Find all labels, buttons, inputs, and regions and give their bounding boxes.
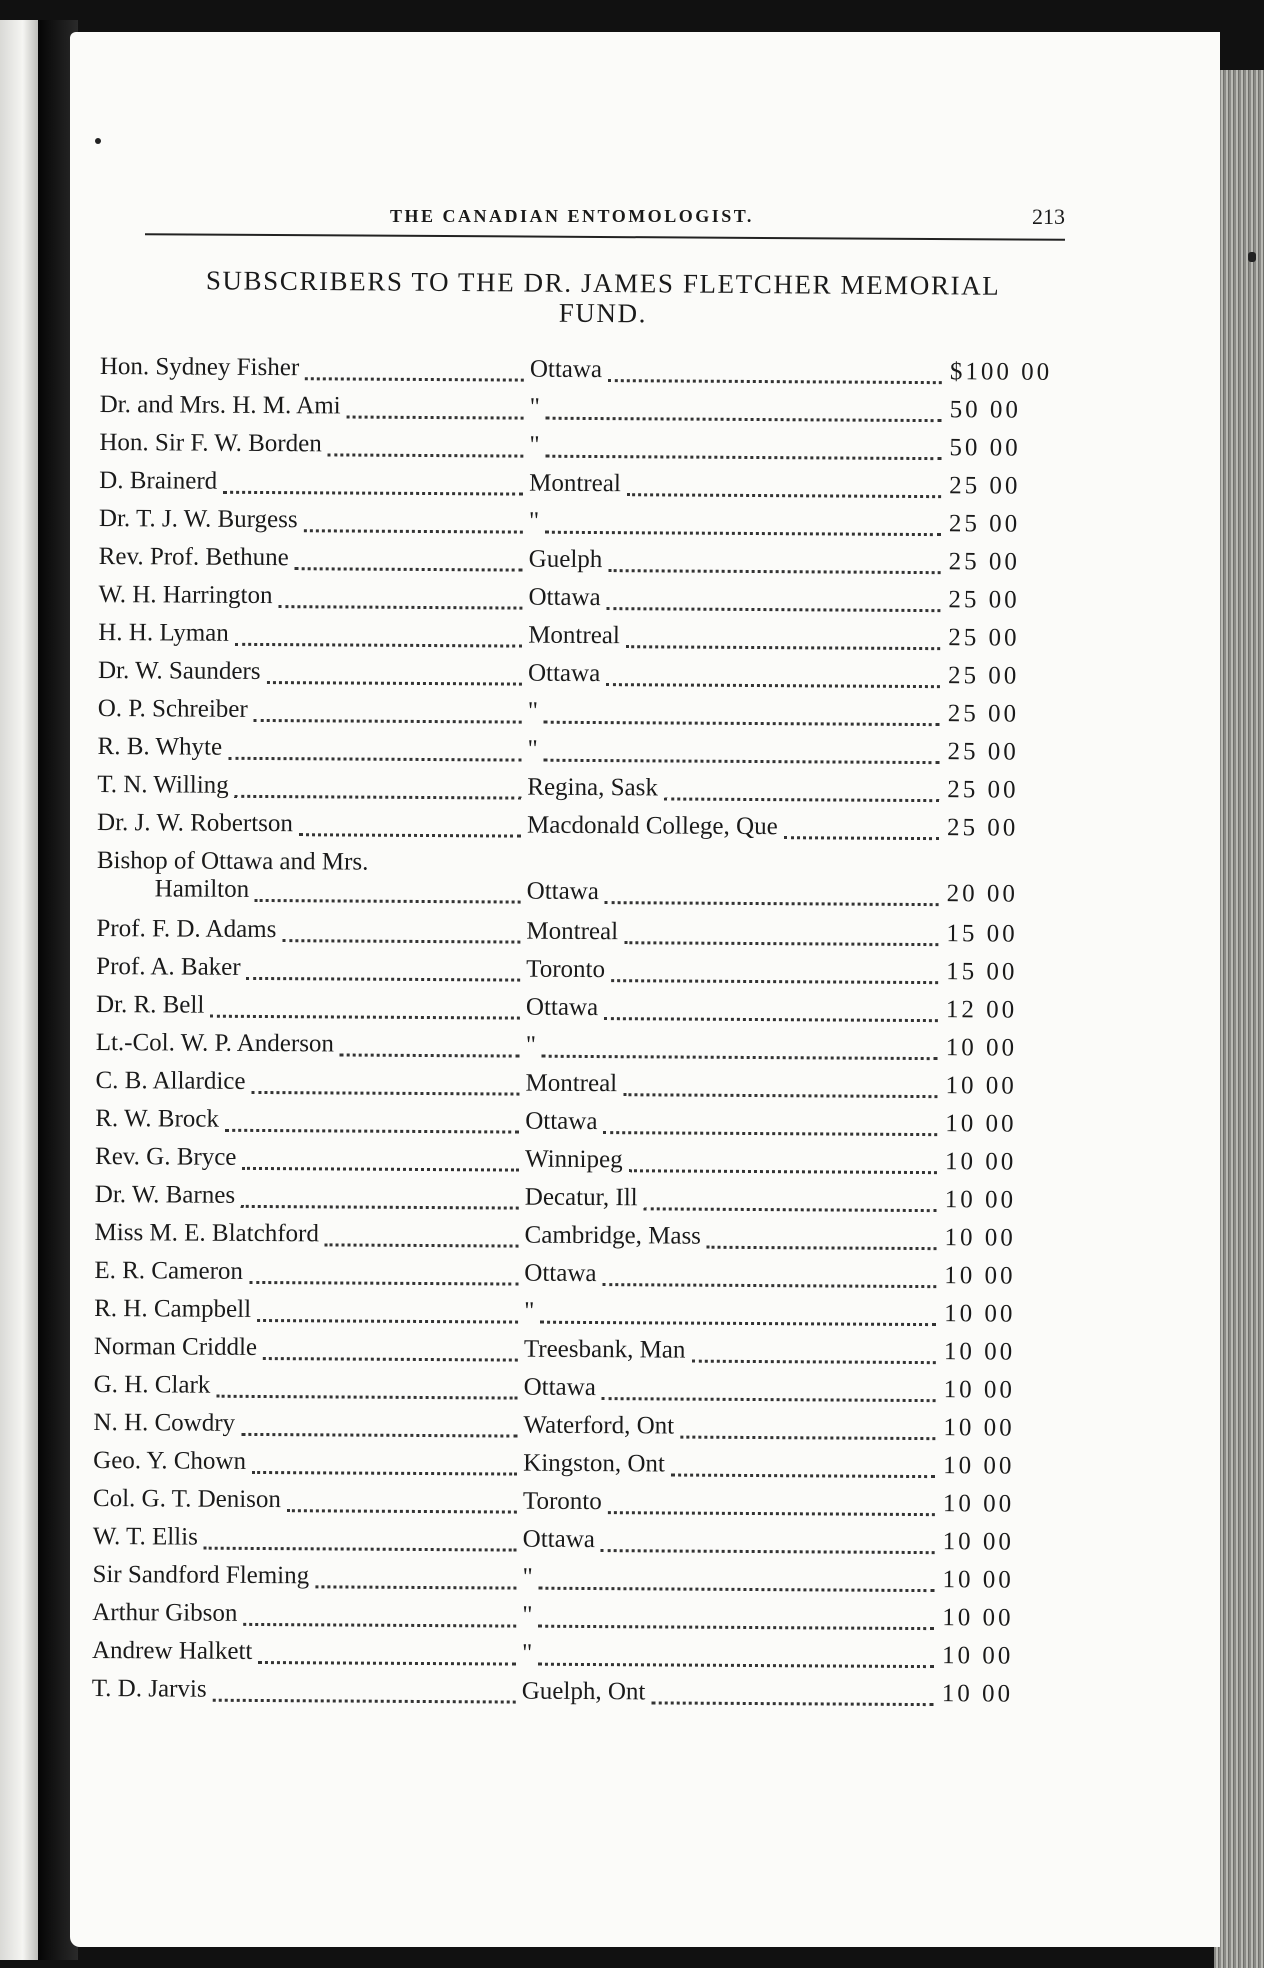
subscriber-name: Hon. Sydney Fisher (99, 352, 300, 382)
ink-speck (95, 138, 101, 144)
leader-dots (542, 1051, 938, 1060)
leader-dots (210, 1011, 520, 1020)
subscriber-name: Dr. J. W. Robertson (97, 808, 294, 838)
subscriber-row (97, 804, 1057, 848)
subscriber-place: Regina, Sask (527, 773, 658, 802)
subscription-amount: 10 00 (942, 1566, 1014, 1594)
subscriber-row (92, 1670, 1052, 1714)
leader-dots (252, 1467, 517, 1476)
subscriber-name: Andrew Halkett (91, 1636, 253, 1665)
subscriber-place: Winnipeg (524, 1145, 623, 1174)
leader-dots (602, 1393, 936, 1402)
leader-dots (340, 1049, 520, 1057)
leader-dots (325, 1239, 519, 1247)
subscriber-place: Ottawa (525, 1107, 598, 1136)
subscriber-list (92, 348, 1060, 1714)
subscription-amount: 10 00 (942, 1604, 1014, 1632)
subscriber-name: W. T. Ellis (92, 1522, 198, 1551)
subscriber-place: Ottawa (522, 1525, 596, 1554)
leader-dots (223, 487, 523, 496)
subscriber-name: Bishop of Ottawa and Mrs. (96, 846, 369, 876)
subscriber-place: Guelph (528, 545, 603, 574)
subscriber-row (93, 1480, 1053, 1524)
subscriber-name: R. W. Brock (95, 1104, 219, 1133)
leader-dots (242, 1163, 519, 1172)
subscriber-row (92, 1632, 1052, 1676)
subscription-amount: 10 00 (944, 1224, 1016, 1252)
subscription-amount: 10 00 (943, 1414, 1015, 1442)
leader-dots (626, 641, 940, 650)
leader-dots (543, 755, 939, 764)
leader-dots (644, 1203, 937, 1212)
subscriber-row (96, 948, 1056, 992)
subscriber-row (99, 424, 1059, 468)
subscriber-row (94, 1214, 1054, 1258)
subscriber-row (93, 1404, 1053, 1448)
subscriber-row (93, 1518, 1053, 1562)
subscriber-row (99, 538, 1059, 582)
subscriber-row (95, 1062, 1055, 1106)
subscriber-name: Hon. Sir F. W. Borden (99, 428, 322, 458)
subscriber-row (98, 576, 1058, 620)
subscriber-name: D. Brainerd (99, 466, 218, 495)
subscriber-name: G. H. Clark (93, 1370, 211, 1399)
subscription-amount: 10 00 (942, 1490, 1015, 1518)
header-rule (145, 233, 1065, 241)
page-stack-edge (1214, 70, 1264, 1968)
leader-dots (327, 449, 523, 457)
leader-dots (287, 1505, 517, 1513)
leader-dots (540, 1317, 936, 1326)
leader-dots (545, 527, 941, 536)
heading-line-2: FUND. (558, 297, 648, 329)
subscriber-row (94, 1366, 1054, 1410)
subscriber-row (96, 1024, 1056, 1068)
subscription-amount: 25 00 (947, 700, 1020, 728)
leader-dots (304, 525, 523, 533)
subscriber-place: Treesbank, Man (523, 1335, 686, 1364)
subscriber-place: Cambridge, Mass (524, 1221, 702, 1250)
running-header (145, 196, 1065, 246)
subscription-amount: 10 00 (943, 1452, 1015, 1480)
subscriber-place: Ottawa (527, 659, 601, 688)
leader-dots (538, 1659, 934, 1668)
subscriber-row (96, 986, 1056, 1030)
subscriber-name: N. H. Cowdry (93, 1408, 236, 1437)
subscription-amount: 10 00 (944, 1148, 1017, 1176)
subscription-amount: 15 00 (946, 920, 1018, 948)
leader-dots (241, 1201, 519, 1210)
subscriber-place: Guelph, Ont (521, 1677, 646, 1706)
leader-dots (624, 937, 938, 946)
subscriber-place: " (521, 1639, 533, 1667)
leader-dots (267, 677, 522, 686)
subscriber-place: Waterford, Ont (523, 1411, 675, 1440)
subscription-amount: 25 00 (948, 548, 1021, 576)
subscriber-row (98, 614, 1058, 658)
subscriber-place: Montreal (526, 917, 619, 946)
subscriber-name: Prof. F. D. Adams (96, 914, 277, 944)
subscriber-place: " (528, 507, 540, 535)
subscriber-row (95, 1176, 1055, 1220)
leader-dots (605, 897, 939, 906)
subscriber-row (97, 842, 1057, 916)
subscriber-name: Dr. W. Saunders (97, 656, 261, 685)
leader-dots (606, 679, 940, 688)
subscriber-name: Dr. T. J. W. Burgess (98, 504, 298, 534)
subscriber-place: " (527, 735, 538, 763)
subscription-amount: 25 00 (947, 776, 1019, 804)
subscriber-place: Toronto (522, 1487, 602, 1516)
subscriber-name: C. B. Allardice (95, 1066, 246, 1095)
leader-dots (680, 1432, 935, 1441)
subscriber-place: " (522, 1563, 533, 1591)
subscriber-name: T. D. Jarvis (91, 1674, 207, 1703)
leader-dots (608, 1507, 935, 1516)
subscriber-row (100, 386, 1060, 430)
leader-dots (204, 1543, 517, 1552)
subscription-amount: 20 00 (946, 880, 1019, 908)
subscription-amount: 10 00 (944, 1262, 1016, 1290)
leader-dots (611, 975, 938, 984)
facing-page-edge (0, 20, 38, 1960)
subscription-amount: 10 00 (943, 1338, 1016, 1366)
subscription-amount: 12 00 (945, 996, 1018, 1024)
subscriber-place: " (525, 1031, 537, 1059)
subscriber-row (92, 1594, 1052, 1638)
subscription-amount: 25 00 (947, 814, 1019, 842)
subscriber-name: Rev. G. Bryce (94, 1142, 237, 1171)
subscriber-row (98, 652, 1058, 696)
subscription-amount: 10 00 (945, 1110, 1017, 1138)
subscriber-place: Ottawa (523, 1373, 596, 1402)
leader-dots (707, 1242, 937, 1250)
subscriber-place: " (529, 393, 540, 421)
subscriber-place: Decatur, Ill (524, 1183, 638, 1212)
subscriber-name: O. P. Schreiber (97, 694, 248, 723)
subscription-amount: 15 00 (946, 958, 1018, 986)
running-title: THE CANADIAN ENTOMOLOGIST. (390, 206, 754, 226)
subscription-amount: 10 00 (945, 1072, 1017, 1100)
subscriber-name: Dr. W. Barnes (94, 1180, 236, 1209)
subscriber-place: " (524, 1297, 535, 1325)
leader-dots (243, 1619, 516, 1628)
subscriber-name: Geo. Y. Chown (93, 1446, 247, 1475)
leader-dots (538, 1583, 934, 1592)
leader-dots (603, 1127, 937, 1136)
subscriber-place: " (529, 431, 540, 459)
subscription-amount: 25 00 (947, 738, 1019, 766)
subscriber-place: Ottawa (524, 1259, 597, 1288)
subscriber-place: " (527, 697, 539, 725)
subscriber-name: R. H. Campbell (94, 1294, 252, 1323)
leader-dots (249, 1277, 518, 1286)
leader-dots (606, 603, 940, 612)
leader-dots (652, 1697, 934, 1706)
subscription-amount: 25 00 (949, 472, 1021, 500)
leader-dots (299, 829, 521, 837)
subscriber-place: Macdonald College, Que (527, 811, 778, 841)
leader-dots (601, 1545, 935, 1554)
leader-dots (257, 1315, 518, 1324)
leader-dots (255, 895, 521, 904)
subscriber-name: Prof. A. Baker (96, 952, 241, 981)
subscription-amount: $100 00 (949, 358, 1053, 386)
subscriber-row (94, 1252, 1054, 1296)
subscriber-place: Montreal (528, 621, 620, 650)
leader-dots (295, 563, 523, 571)
subscriber-row (98, 690, 1058, 734)
subscription-amount: 50 00 (949, 434, 1021, 462)
leader-dots (602, 1279, 936, 1288)
leader-dots (671, 1470, 935, 1479)
subscriber-row (92, 1556, 1052, 1600)
leader-dots (629, 1165, 937, 1174)
subscriber-place: Ottawa (528, 583, 601, 612)
leader-dots (545, 451, 941, 460)
leader-dots (623, 1089, 937, 1098)
subscriber-name: T. N. Willing (97, 770, 229, 799)
subscriber-name: H. H. Lyman (98, 618, 229, 647)
leader-dots (258, 1657, 516, 1666)
subscriber-name: Rev. Prof. Bethune (98, 542, 289, 572)
subscription-amount: 10 00 (944, 1300, 1016, 1328)
subscription-amount: 10 00 (942, 1528, 1015, 1556)
subscriber-row (93, 1442, 1053, 1486)
subscriber-name: Col. G. T. Denison (92, 1484, 282, 1514)
leader-dots (609, 565, 941, 574)
subscription-amount: 25 00 (948, 586, 1020, 614)
subscription-amount: 10 00 (941, 1680, 1014, 1708)
subscriber-name: Dr. and Mrs. H. M. Ami (99, 390, 341, 420)
leader-dots (784, 832, 939, 840)
subscriber-row (94, 1290, 1054, 1334)
subscriber-place: Toronto (526, 955, 606, 984)
subscriber-name-continued: Hamilton (154, 875, 250, 903)
subscriber-row (94, 1328, 1054, 1372)
subscriber-place: Kingston, Ont (523, 1449, 665, 1478)
subscription-amount: 10 00 (941, 1642, 1014, 1670)
subscription-amount: 10 00 (944, 1186, 1017, 1214)
subscriber-row (100, 348, 1060, 392)
subscriber-row (97, 728, 1057, 772)
leader-dots (246, 973, 520, 982)
subscriber-row (99, 462, 1059, 506)
subscriber-name: E. R. Cameron (94, 1256, 244, 1285)
subscription-amount: 25 00 (948, 510, 1021, 538)
leader-dots (251, 1087, 519, 1096)
subscriber-name: Miss M. E. Blatchford (94, 1218, 319, 1248)
leader-dots (241, 1429, 517, 1438)
leader-dots (225, 1125, 519, 1134)
subscriber-place: Ottawa (525, 993, 599, 1022)
leader-dots (538, 1621, 934, 1630)
leader-dots (217, 1391, 518, 1400)
subscriber-name: Norman Criddle (93, 1332, 258, 1361)
ink-speck (1248, 252, 1256, 262)
subscriber-name: R. B. Whyte (97, 732, 223, 761)
subscriber-row (95, 1138, 1055, 1182)
subscriber-name: Dr. R. Bell (95, 990, 205, 1019)
subscriber-name: Arthur Gibson (92, 1598, 238, 1627)
leader-dots (305, 373, 524, 381)
leader-dots (234, 791, 521, 800)
leader-dots (544, 717, 940, 726)
leader-dots (315, 1581, 516, 1589)
subscription-amount: 10 00 (945, 1034, 1018, 1062)
subscription-amount: 10 00 (943, 1376, 1015, 1404)
leader-dots (546, 413, 942, 422)
subscriber-place: Ottawa (526, 877, 599, 906)
subscription-amount: 25 00 (948, 624, 1020, 652)
subscriber-name: Lt.-Col. W. P. Anderson (95, 1028, 335, 1058)
leader-dots (664, 793, 939, 802)
heading-line-1: SUBSCRIBERS TO THE DR. JAMES FLETCHER MEMORIAL (205, 265, 1001, 301)
leader-dots (228, 753, 521, 762)
subscription-amount: 50 00 (949, 396, 1021, 424)
subscriber-row (99, 500, 1059, 544)
section-heading (138, 265, 1068, 331)
subscriber-name: W. H. Harrington (98, 580, 273, 610)
leader-dots (282, 935, 520, 943)
subscriber-row (97, 766, 1057, 810)
subscriber-name: Sir Sandford Fleming (92, 1560, 310, 1590)
leader-dots (254, 715, 522, 724)
subscriber-row (95, 1100, 1055, 1144)
leader-dots (278, 601, 522, 609)
leader-dots (263, 1353, 518, 1362)
leader-dots (347, 412, 524, 420)
leader-dots (608, 375, 942, 384)
page-number: 213 (1032, 204, 1065, 229)
subscriber-place: Ottawa (529, 355, 603, 384)
subscriber-place: " (522, 1601, 533, 1629)
leader-dots (692, 1356, 936, 1364)
leader-dots (627, 489, 941, 498)
subscriber-place: Montreal (529, 469, 621, 498)
leader-dots (604, 1013, 938, 1022)
subscriber-row (96, 910, 1056, 954)
leader-dots (235, 639, 522, 648)
leader-dots (213, 1695, 516, 1704)
subscriber-place: Montreal (525, 1069, 618, 1098)
subscription-amount: 25 00 (947, 662, 1020, 690)
